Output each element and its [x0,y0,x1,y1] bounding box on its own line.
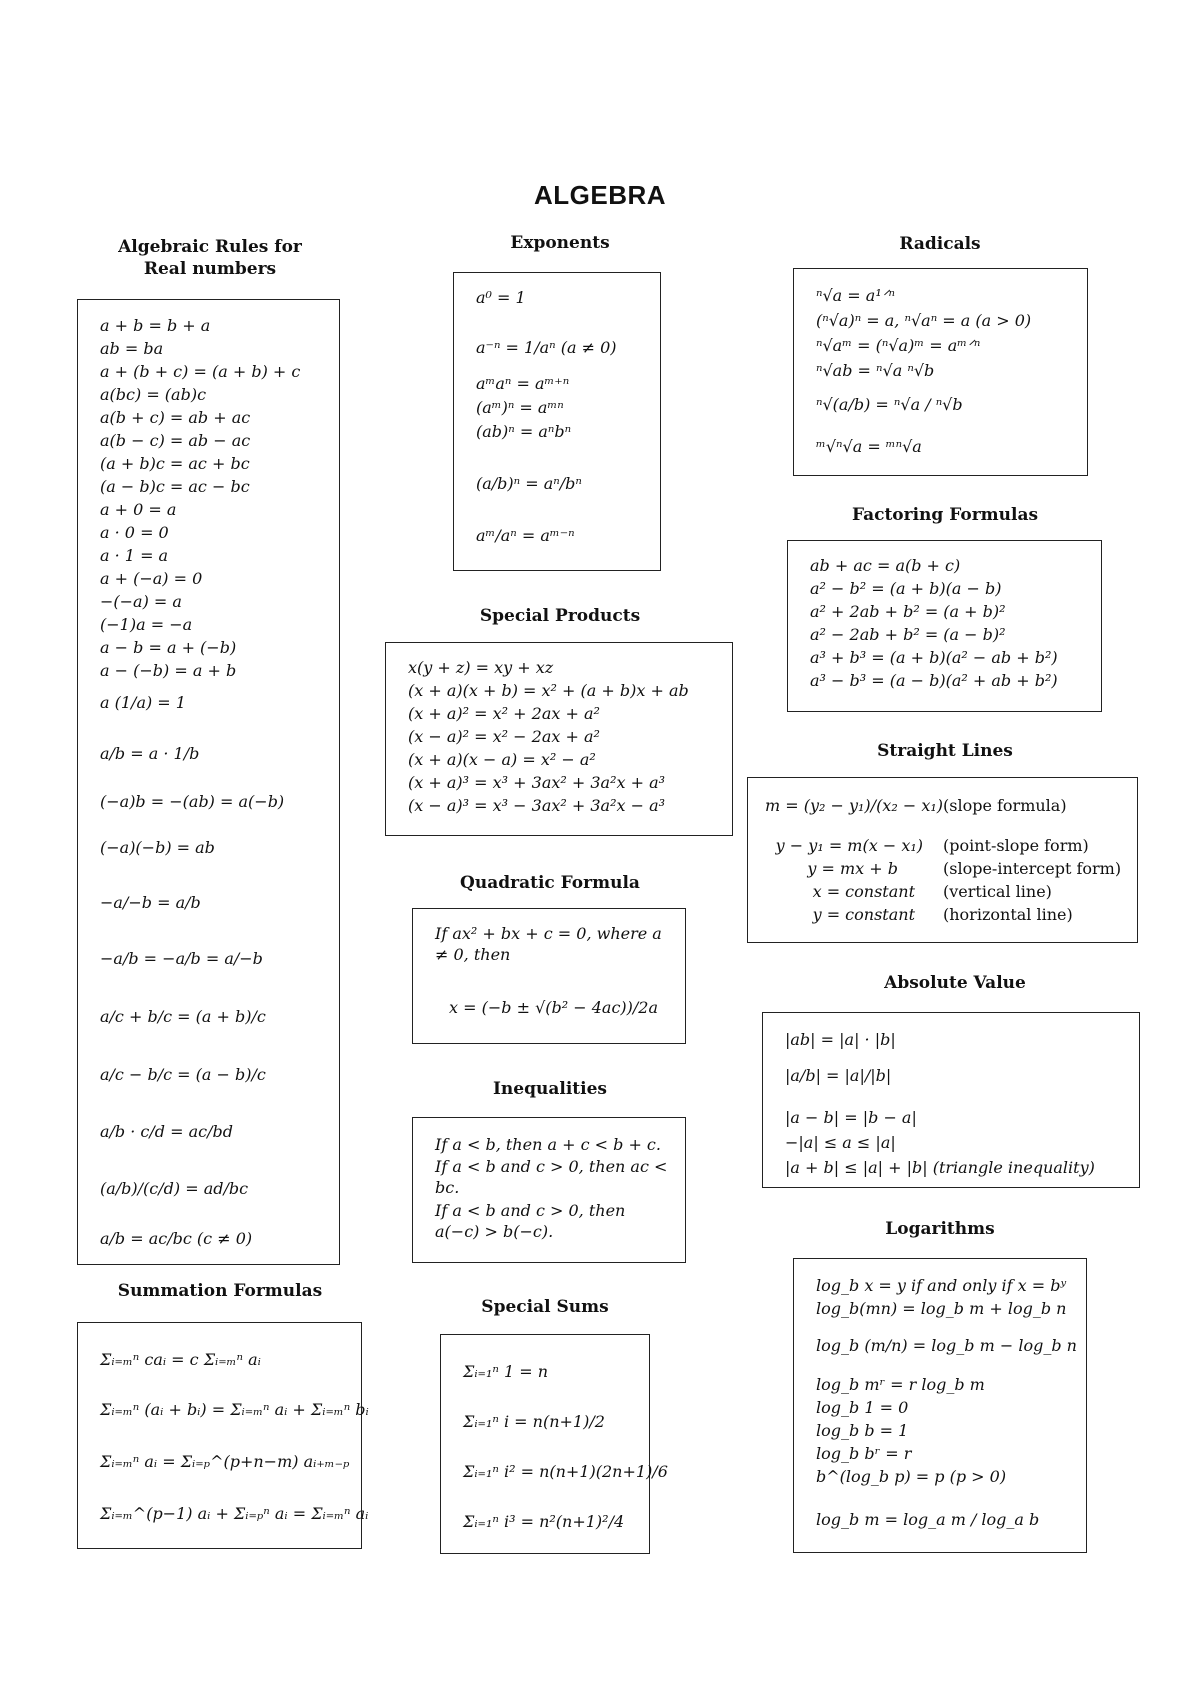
product-item: (x + a)² = x² + 2ax + a² [408,704,600,723]
product-item: (x − a)³ = x³ − 3ax² + 3a²x − a³ [408,796,666,815]
product-item: x(y + z) = xy + xz [408,658,554,677]
exponent-item: aᵐ/aⁿ = aᵐ⁻ⁿ [476,526,575,545]
summation-item: Σᵢ₌ₘⁿ caᵢ = c Σᵢ₌ₘⁿ aᵢ [100,1350,261,1369]
factoring-heading: Factoring Formulas [851,505,1039,525]
rule-item: a + 0 = a [100,500,177,519]
logarithms-box [793,1258,1087,1553]
summation-item: Σᵢ₌ₘⁿ (aᵢ + bᵢ) = Σᵢ₌ₘⁿ aᵢ + Σᵢ₌ₘⁿ bᵢ [100,1400,369,1419]
quadratic-heading: Quadratic Formula [460,873,640,893]
straight-lines-box [747,777,1138,943]
logarithm-item: b^(log_b p) = p (p > 0) [816,1467,1007,1486]
rule-item: a/c + b/c = (a + b)/c [100,1007,266,1026]
product-item: (x + a)(x + b) = x² + (a + b)x + ab [408,681,689,700]
inequalities-box [412,1117,686,1263]
factoring-item: a³ + b³ = (a + b)(a² − ab + b²) [810,648,1058,667]
quadratic-box [412,908,686,1044]
special-sums-heading: Special Sums [481,1297,609,1317]
line-eq: y = constant [812,905,915,924]
rule-item: a − b = a + (−b) [100,638,237,657]
exponent-item: (aᵐ)ⁿ = aᵐⁿ [476,398,564,417]
radical-item: ⁿ√ab = ⁿ√a ⁿ√b [816,361,935,380]
line-eq: x = constant [812,882,915,901]
absolute-item: |a − b| = |b − a| [785,1108,917,1127]
exponents-heading: Exponents [510,233,610,253]
product-item: (x + a)(x − a) = x² − a² [408,750,596,769]
factoring-item: a² − b² = (a + b)(a − b) [810,579,1002,598]
rule-item: (−a)b = −(ab) = a(−b) [100,792,285,811]
radical-item: ⁿ√a = a¹ᐟⁿ [816,286,896,305]
logarithm-item: log_b(mn) = log_b m + log_b n [816,1299,1067,1318]
logarithms-heading: Logarithms [885,1219,995,1239]
summation-heading: Summation Formulas [117,1281,323,1301]
product-item: (x + a)³ = x³ + 3ax² + 3a²x + a³ [408,773,666,792]
inequality-item: If a < b and c > 0, then ac < bc. [435,1157,668,1197]
exponents-box [453,272,661,571]
absolute-value-heading: Absolute Value [884,973,1026,993]
rule-item: (−1)a = −a [100,615,193,634]
factoring-item: a² + 2ab + b² = (a + b)² [810,602,1006,621]
logarithm-item: log_b m = log_a m / log_a b [816,1510,1040,1529]
absolute-item: |ab| = |a| · |b| [785,1030,896,1049]
line-note: (slope formula) [943,796,1067,815]
logarithm-item: log_b bʳ = r [816,1444,912,1463]
radical-item: ⁿ√(a/b) = ⁿ√a / ⁿ√b [816,395,963,414]
special-sum-item: Σᵢ₌₁ⁿ 1 = n [463,1362,549,1381]
absolute-item: |a/b| = |a|/|b| [785,1066,892,1085]
rule-item: a(b + c) = ab + ac [100,408,251,427]
line-note: (vertical line) [943,882,1052,901]
special-sum-item: Σᵢ₌₁ⁿ i² = n(n+1)(2n+1)/6 [463,1462,668,1481]
rule-item: a/b · c/d = ac/bd [100,1122,233,1141]
rule-item: a/b = ac/bc (c ≠ 0) [100,1229,253,1248]
rule-item: a · 0 = 0 [100,523,169,542]
factoring-item: ab + ac = a(b + c) [810,556,961,575]
special-sum-item: Σᵢ₌₁ⁿ i³ = n²(n+1)²/4 [463,1512,625,1531]
line-eq: y − y₁ = m(x − x₁) [775,836,923,855]
quadratic-text: If ax² + bx + c = 0, where a ≠ 0, then [435,924,662,964]
radical-item: ᵐ√ⁿ√a = ᵐⁿ√a [816,437,922,456]
factoring-box [787,540,1102,712]
inequality-item: If a < b, then a + c < b + c. [435,1135,661,1154]
radicals-heading: Radicals [899,234,981,254]
rule-item: (a/b)/(c/d) = ad/bc [100,1179,249,1198]
rule-item: −a/b = −a/b = a/−b [100,949,263,968]
inequalities-heading: Inequalities [492,1079,607,1099]
special-products-heading: Special Products [479,606,641,626]
logarithm-item: log_b mʳ = r log_b m [816,1375,985,1394]
rule-item: a − (−b) = a + b [100,661,237,680]
logarithm-item: log_b b = 1 [816,1421,909,1440]
special-products-box [385,642,733,836]
line-eq: m = (y₂ − y₁)/(x₂ − x₁) [764,796,943,815]
radical-item: (ⁿ√a)ⁿ = a, ⁿ√aⁿ = a (a > 0) [816,311,1032,330]
straight-lines-heading: Straight Lines [877,741,1013,761]
quadratic-formula: x = (−b ± √(b² − 4ac))/2a [449,998,659,1017]
rule-item: (a + b)c = ac + bc [100,454,250,473]
rule-item: (a − b)c = ac − bc [100,477,250,496]
summation-item: Σᵢ₌ₘ^(p−1) aᵢ + Σᵢ₌ₚⁿ aᵢ = Σᵢ₌ₘⁿ aᵢ [100,1504,369,1523]
exponent-item: a⁰ = 1 [476,288,526,307]
summation-box [77,1322,369,1549]
line-note: (point-slope form) [943,836,1089,855]
rule-item: a + (−a) = 0 [100,569,203,588]
logarithm-item: log_b x = y if and only if x = bʸ [816,1276,1067,1295]
rule-item: a/c − b/c = (a − b)/c [100,1065,266,1084]
absolute-item: −|a| ≤ a ≤ |a| [785,1133,896,1152]
line-note: (horizontal line) [943,905,1073,924]
exponent-item: (ab)ⁿ = aⁿbⁿ [476,422,572,441]
rule-item: a(bc) = (ab)c [100,385,207,404]
rule-item: a + b = b + a [100,316,211,335]
inequality-item: If a < b and c > 0, then a(−c) > b(−c). [435,1201,626,1241]
logarithm-item: log_b (m/n) = log_b m − log_b n [816,1336,1077,1355]
factoring-item: a² − 2ab + b² = (a − b)² [810,625,1006,644]
special-sum-item: Σᵢ₌₁ⁿ i = n(n+1)/2 [463,1412,605,1431]
absolute-item: |a + b| ≤ |a| + |b| (triangle inequality) [785,1158,1095,1177]
radicals-box [793,268,1088,476]
algebraic-rules-box [77,299,340,1265]
algebraic-rules-heading-line2: Real numbers [143,259,277,279]
line-note: (slope-intercept form) [943,859,1122,878]
rule-item: −(−a) = a [100,592,182,611]
logarithm-item: log_b 1 = 0 [816,1398,909,1417]
radical-item: ⁿ√aᵐ = (ⁿ√a)ᵐ = aᵐᐟⁿ [816,336,981,355]
rule-item: (−a)(−b) = ab [100,838,215,857]
line-eq: y = mx + b [807,859,898,878]
exponent-item: aᵐaⁿ = aᵐ⁺ⁿ [476,374,570,393]
rule-item: a · 1 = a [100,546,169,565]
special-sums-box [440,1334,668,1554]
product-item: (x − a)² = x² − 2ax + a² [408,727,600,746]
algebraic-rules-heading [75,236,345,280]
rule-item: a/b = a · 1/b [100,744,200,763]
rule-item: −a/−b = a/b [100,893,201,912]
summation-item: Σᵢ₌ₘⁿ aᵢ = Σᵢ₌ₚ^(p+n−m) aᵢ₊ₘ₋ₚ [100,1452,350,1471]
exponent-item: (a/b)ⁿ = aⁿ/bⁿ [476,474,582,493]
algebraic-rules-heading-line1: Algebraic Rules for [118,237,302,257]
factoring-item: a³ − b³ = (a − b)(a² + ab + b²) [810,671,1058,690]
rule-item: a (1/a) = 1 [100,693,186,712]
rule-item: a(b − c) = ab − ac [100,431,251,450]
page-title: ALGEBRA [533,180,667,210]
absolute-value-box [762,1012,1140,1188]
exponent-item: a⁻ⁿ = 1/aⁿ (a ≠ 0) [476,338,617,357]
rule-item: ab = ba [100,339,164,358]
rule-item: a + (b + c) = (a + b) + c [100,362,301,381]
